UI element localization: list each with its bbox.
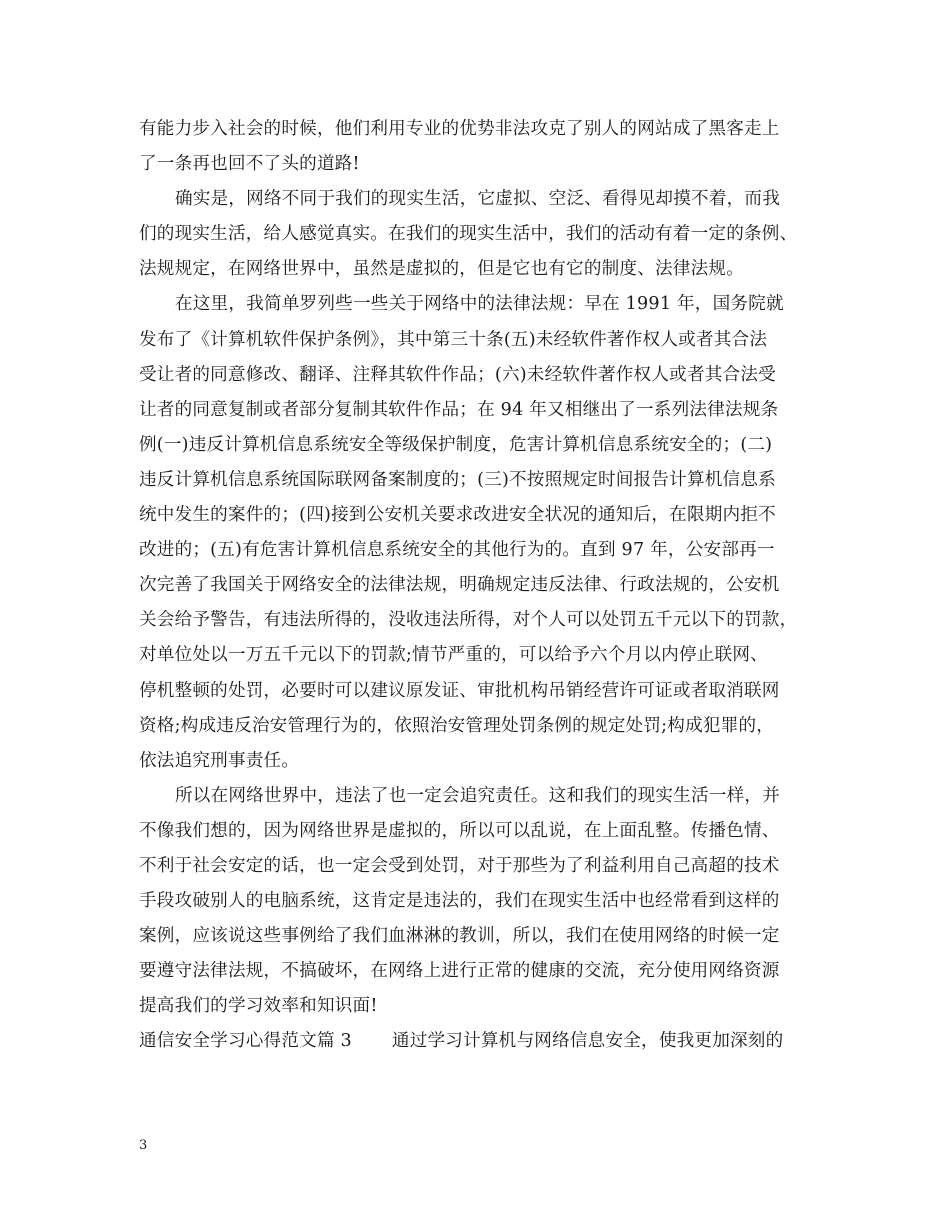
text-line: 有能力步入社会的时候，他们利用专业的优势非法攻克了别人的网站成了黑客走上 <box>139 119 780 139</box>
text-line: 对单位处以一万五千元以下的罚款;情节严重的，可以给予六个月以内停止联网、 <box>139 645 768 666</box>
section-heading-line <box>139 1024 819 1059</box>
text-line: 要遵守法律法规，不搞破坏，在网络上进行正常的健康的交流，充分使用网络资源 <box>139 961 780 982</box>
text-line: 法规规定，在网络世界中，虽然是虚拟的，但是它也有它的制度、法律法规。 <box>139 259 744 280</box>
text-line: 们的现实生活，给人感觉真实。在我们的现实生活中，我们的活动有着一定的条例、 <box>139 224 798 245</box>
text-line: 不像我们想的，因为网络世界是虚拟的，所以可以乱说，在上面乱整。传播色情、 <box>139 820 780 841</box>
text-line: 资格;构成违反治安管理行为的，依照治安管理处罚条例的规定处罚;构成犯罪的， <box>139 715 775 736</box>
text-line: 手段攻破别人的电脑系统，这肯定是违法的，我们在现实生活中也经常看到这样的 <box>139 891 780 912</box>
text-line: 改进的；(五)有危害计算机信息系统安全的其他行为的。直到 97 年，公安部再一 <box>139 540 775 561</box>
text-line: 不利于社会安定的话，也一定会受到处罚，对于那些为了利益利用自己高超的技术 <box>139 855 780 876</box>
text-line: 受让者的同意修改、翻译、注释其软件作品；(六)未经软件著作权人或者其合法受 <box>139 364 776 385</box>
page-number: 3 <box>139 1138 148 1153</box>
text-line: 了一条再也回不了头的道路! <box>139 154 360 175</box>
text-line: 案例，应该说这些事例给了我们血淋淋的教训，所以，我们在使用网络的时候一定 <box>139 926 780 947</box>
section-heading-continuation: 通过学习计算机与网络信息安全，使我更加深刻的 <box>391 1031 784 1052</box>
heading-gap <box>352 1024 392 1059</box>
text-line: 例(一)违反计算机信息系统安全等级保护制度，危害计算机信息系统安全的；(二) <box>139 434 773 455</box>
text-line: 让者的同意复制或者部分复制其软件作品；在 94 年又相继出了一系列法律法规条 <box>139 399 779 420</box>
section-heading-title: 通信安全学习心得范文篇 3 <box>139 1031 352 1052</box>
text-line: 发布了《计算机软件保护条例》，其中第三十条(五)未经软件著作权人或者其合法 <box>139 329 768 350</box>
document-body <box>139 112 819 1060</box>
text-line: 依法追究刑事责任。 <box>139 750 300 771</box>
text-line: 提高我们的学习效率和知识面! <box>139 996 378 1017</box>
text-line: 次完善了我国关于网络安全的法律法规，明确规定违反法律、行政法规的，公安机 <box>139 575 780 596</box>
text-line: 违反计算机信息系统国际联网备案制度的；(三)不按照规定时间报告计算机信息系 <box>139 469 776 490</box>
text-line: 关会给予警告，有违法所得的，没收违法所得，对个人可以处罚五千元以下的罚款， <box>139 610 798 631</box>
text-line: 所以在网络世界中，违法了也一定会追究责任。这和我们的现实生活一样，并 <box>175 785 780 806</box>
text-line: 停机整顿的处罚，必要时可以建议原发证、审批机构吊销经营许可证或者取消联网 <box>139 680 780 701</box>
text-line: 在这里，我简单罗列些一些关于网络中的法律法规：早在 1991 年，国务院就 <box>175 294 784 315</box>
text-line: 确实是，网络不同于我们的现实生活，它虚拟、空泛、看得见却摸不着，而我 <box>175 189 780 210</box>
text-line: 统中发生的案件的；(四)接到公安机关要求改进安全状况的通知后，在限期内拒不 <box>139 505 776 526</box>
